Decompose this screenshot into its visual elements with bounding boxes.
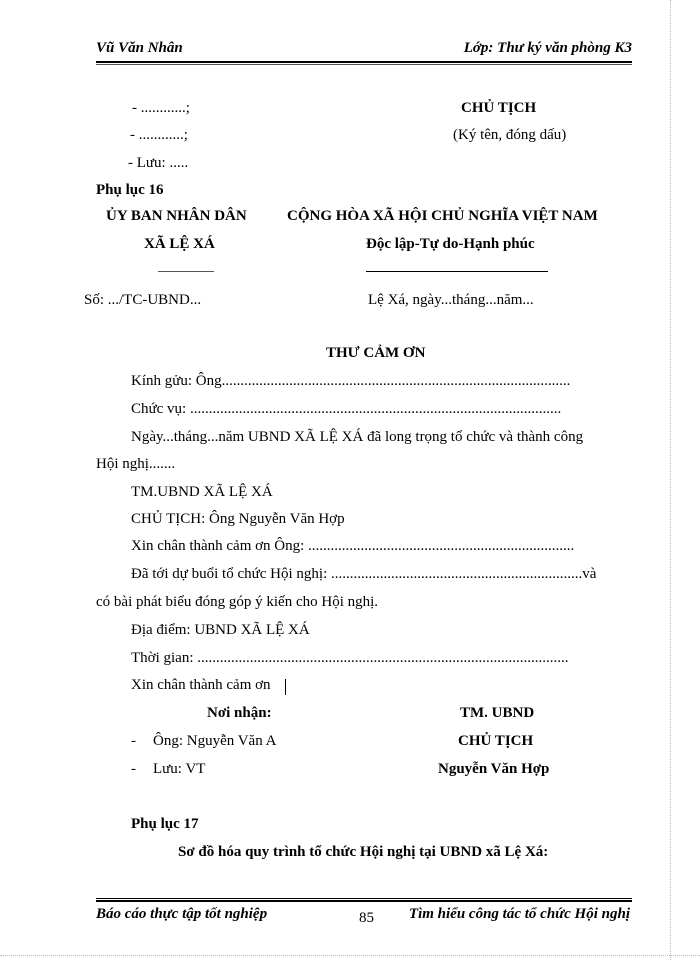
nation-title: CỘNG HÒA XÃ HỘI CHỦ NGHĨA VIỆT NAM [287,208,598,224]
bullet-1: - [131,733,136,749]
recipient-2: - ............; [130,127,188,143]
thanks-line: Xin chân thành cảm ơn [131,677,271,693]
footer-left: Báo cáo thực tập tốt nghiệp [96,906,268,922]
sign-note: (Ký tên, đóng dấu) [453,127,567,143]
page-boundary-right [670,0,671,960]
sign-tm: TM. UBND [460,705,535,721]
footer-rule [96,900,632,902]
header-author: Vũ Văn Nhân [96,40,183,56]
page-number: 85 [359,910,374,926]
header-class: Lớp: Thư ký văn phòng K3 [463,40,632,56]
archive-line: - Lưu: ..... [128,155,189,171]
header-rule-thin [96,64,632,65]
appendix-17-title: Sơ đồ hóa quy trình tổ chức Hội nghị tại UBND xã Lệ Xá: [178,844,549,860]
venue-line: Địa điểm: UBND XÃ LỆ XÁ [131,622,310,638]
chairman-title: CHỦ TỊCH [461,100,537,116]
thanks-mr-line: Xin chân thành cảm ơn Ông: ....................................................................... [131,538,575,554]
appendix-16-label: Phụ lục 16 [96,182,164,198]
sign-chair: CHỦ TỊCH [458,733,534,749]
time-line: Thời gian: ................................................................................................... [131,650,569,666]
sign-name: Nguyễn Văn Hợp [438,761,550,777]
page-boundary-bottom [0,955,700,956]
letter-title: THƯ CẢM ƠN [326,345,426,361]
place-date: Lệ Xá, ngày...tháng...năm... [368,292,534,308]
motto: Độc lập-Tự do-Hạnh phúc [366,236,535,252]
recipient-archive: Lưu: VT [153,761,206,777]
attended-line: Đã tới dự buổi tổ chức Hội nghị: ...................................................................và [131,566,597,582]
dear-line: Kính gửu: Ông............................................................................................. [131,373,571,389]
header-rule [96,61,632,63]
footer-rule-thin [96,898,632,899]
document-number: Số: .../TC-UBND... [84,292,202,308]
recipient-1: - ............; [132,100,190,116]
text-cursor [285,679,286,695]
footer-right: Tìm hiểu công tác tổ chức Hội nghị [408,906,630,922]
conference-line: Hội nghị....... [96,456,176,472]
recipient-a: Ông: Nguyễn Văn A [153,733,277,749]
tm-line: TM.UBND XÃ LỆ XÁ [131,484,273,500]
date-line: Ngày...tháng...năm UBND XÃ LỆ XÁ đã long trọng tổ chức và thành công [131,429,584,445]
bullet-2: - [131,761,136,777]
org-line-2: XÃ LỆ XÁ [144,236,215,252]
position-line: Chức vụ: ................................................................................................... [131,401,562,417]
motto-underline [366,271,548,272]
chair-line: CHỦ TỊCH: Ông Nguyễn Văn Hợp [131,511,345,527]
speech-line: có bài phát biểu đóng góp ý kiến cho Hội nghị. [96,594,379,610]
appendix-17-label: Phụ lục 17 [131,816,199,832]
org-line-1: ỦY BAN NHÂN DÂN [106,208,247,224]
org-underline [158,271,214,272]
recipients-label: Nơi nhận: [207,705,272,721]
